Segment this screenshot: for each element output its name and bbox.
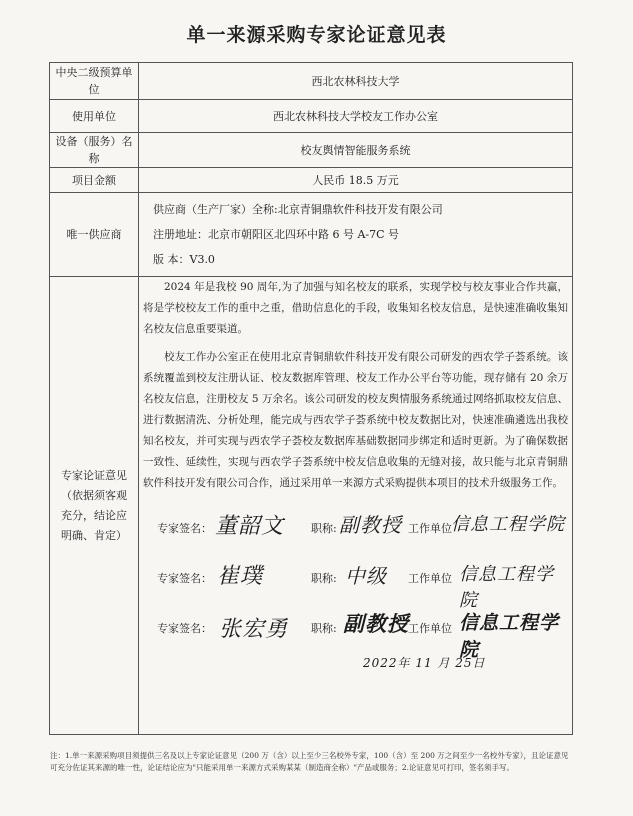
expert-row-2 [143, 554, 568, 611]
amount-label: 项目金额 [50, 168, 139, 193]
expert-2-title: 中级 [345, 564, 387, 588]
device-value: 校友舆情智能服务系统 [139, 133, 573, 168]
row-device [50, 133, 573, 168]
device-label: 设备（服务）名称 [50, 133, 139, 168]
row-opinion [50, 277, 573, 735]
expert-sign-label: 专家签名： [157, 572, 212, 585]
date-row [143, 650, 568, 676]
expert-sign-label: 专家签名： [157, 622, 212, 635]
opinion-label: 专家论证意见（依据须客观充分，结论应明确、肯定） [50, 277, 139, 735]
expert-workunit-label: 工作单位 [408, 622, 452, 635]
expert-1-title: 副教授 [339, 513, 402, 537]
expert-3-unit: 信息工程学院 [459, 612, 560, 661]
expert-row-1 [143, 504, 568, 550]
expert-title-label: 职称: [311, 572, 337, 585]
expert-1-signature: 董韶文 [215, 514, 285, 539]
expert-workunit-label: 工作单位 [408, 522, 452, 535]
budget-unit-value: 西北农林科技大学 [139, 63, 573, 100]
budget-unit-label: 中央二级预算单位 [50, 63, 139, 100]
row-amount [50, 168, 573, 193]
expert-2-unit: 信息工程学院 [459, 564, 554, 611]
expert-1-unit: 信息工程学院 [451, 514, 565, 535]
page-title: 单一来源采购专家论证意见表 [186, 24, 447, 46]
expert-workunit-label: 工作单位 [408, 572, 452, 585]
expert-3-signature: 张宏勇 [219, 617, 289, 642]
user-unit-label: 使用单位 [50, 100, 139, 133]
supplier-name: 供应商（生产厂家）全称:北京青铜鼎软件科技开发有限公司 [153, 203, 443, 216]
expert-sign-label: 专家签名： [157, 522, 212, 535]
expert-title-label: 职称: [311, 522, 337, 535]
expert-2-signature: 崔璞 [217, 564, 264, 589]
supplier-version: 版 本：V3.0 [153, 253, 215, 266]
opinion-content [139, 277, 573, 735]
amount-value: 人民币 18.5 万元 [139, 168, 573, 193]
expert-title-label: 职称: [311, 622, 337, 635]
expert-3-title: 副教授 [343, 611, 409, 636]
opinion-paragraph-2: 校友工作办公室正在使用北京青铜鼎软件科技开发有限公司研发的西农学子荟系统。该系统覆盖到校友注册认证、校友数据库管理、校友工作办公平台等功能，现存储有 20 余万名校友信息，注册校友 5 万余名。该公司研发的校友舆情服务系统通过网络抓取校友信息、进行数据清洗、分析处理，能完成与西农学子荟系统中校友数据比对，快速准确遴选出我校知名校友，并可实现与西农学子荟校友数据库基础数据同步绑定和适时更新。为了确保数据一致性、延续性，实现与西农学子荟系统中校友信息收集的无缝对接，故只能与北京青铜鼎软件科技开发有限公司合作，通过采用单一来源方式采购提供本项目的技术升级服务工作。 [143, 351, 568, 489]
row-supplier [50, 193, 573, 277]
user-unit-value: 西北农林科技大学校友工作办公室 [139, 100, 573, 133]
supplier-info [139, 193, 573, 277]
row-budget-unit [50, 63, 573, 100]
footnote: 注：1.单一来源采购项目须提供三名及以上专家论证意见（200 万（含）以上至少三名校外专家，100（含）至 200 万之间至少一名校外专家），且论证意见可充分佐证其来源的唯一性，论证结论应为"只能采用单一来源方式采购某某（制造商全称）"产品或服务；2.论证意见可打印，签名须手写。 [50, 751, 569, 772]
expert-row-3 [143, 604, 568, 661]
supplier-address: 注册地址：北京市朝阳区北四环中路 6 号 A-7C 号 [153, 228, 400, 241]
handwritten-date: 2022年 11 月 25日 [363, 656, 486, 670]
row-user-unit [50, 100, 573, 133]
opinion-paragraph-1: 2024 年是我校 90 周年,为了加强与知名校友的联系，实现学校与校友事业合作共赢，将是学校校友工作的重中之重，借助信息化的手段，收集知名校友信息，是快速准确收集知名校友信息重要渠道。 [143, 281, 568, 335]
supplier-label: 唯一供应商 [50, 193, 139, 277]
form-table [49, 62, 573, 735]
